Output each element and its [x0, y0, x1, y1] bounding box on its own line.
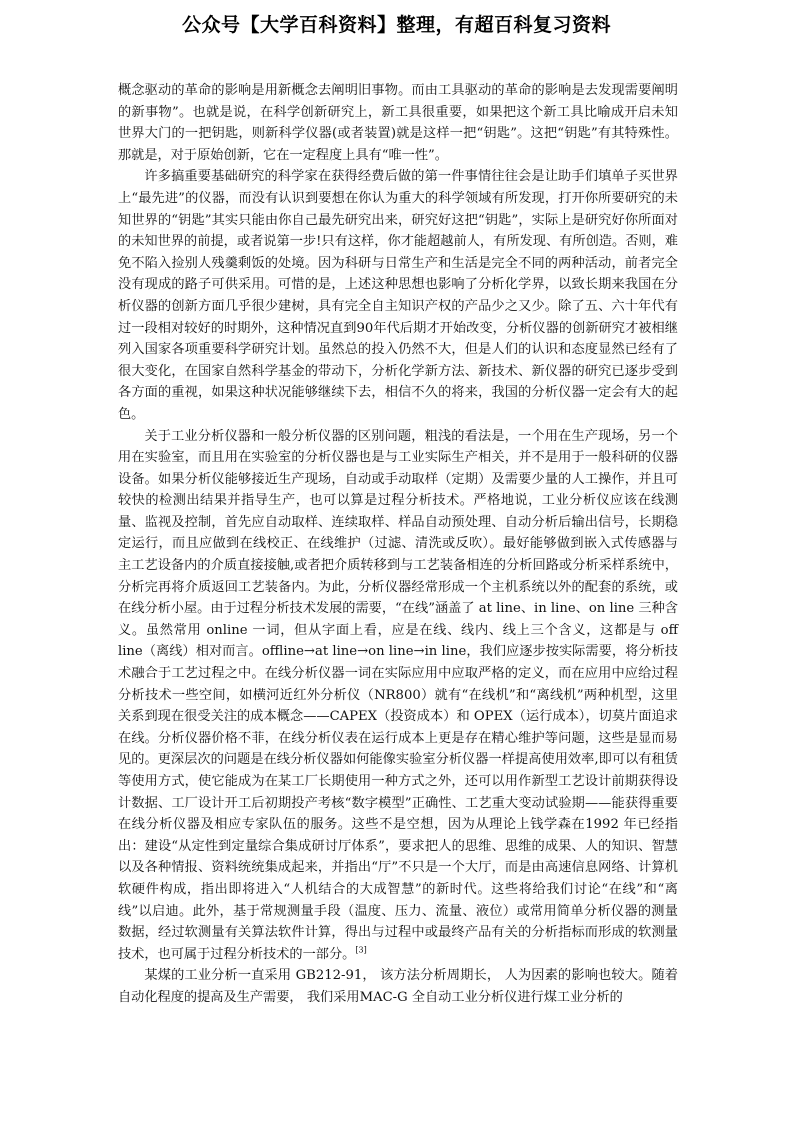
- page-header-title: 公众号【大学百科资料】整理，有超百科复习资料: [181, 14, 611, 36]
- document-body: [118, 80, 678, 1009]
- paragraph-3: [118, 426, 678, 966]
- paragraph-4: 某煤的工业分析一直采用 GB212-91， 该方法分析周期长， 人为因素的影响也较大。随着自动化程度的提高及生产需要， 我们采用MAC-G 全自动工业分析仪进行煤工业分析的: [118, 968, 678, 1005]
- paragraph-1: 概念驱动的革命的影响是用新概念去阐明旧事物。而由工具驱动的革命的影响是去发现需要阐明的新事物”。也就是说，在科学创新研究上，新工具很重要，如果把这个新工具比喻成开启未知世界大门的一把钥匙，则新科学仪器(或者装置)就是这样一把“钥匙”。这把“钥匙”有其特殊性。那就是，对于原始创新，它在一定程度上具有“唯一性”。: [118, 83, 678, 163]
- paragraph-2: 许多搞重要基础研究的科学家在获得经费后做的第一件事情往往会是让助手们填单子买世界上“最先进”的仪器，而没有认识到要想在你认为重大的科学领域有所发现，打开你所要研究的未知世界的“钥匙”其实只能由你自己最先研究出来，研究好这把“钥匙”，实际上是研究好你所面对的未知世界的前提，或者说第一步!只有这样，你才能超越前人，有所发现、有所创造。否则，难免不陷入捡别人残羹剩饭的处境。因为科研与日常生产和生活是完全不同的两种活动，前者完全没有现成的路子可供采用。可惜的是，上述这种思想也影响了分析化学界，以致长期来我国在分析仪器的创新方面几乎很少建树，具有完全自主知识产权的产品少之又少。除了五、六十年代有过一段相对较好的时期外，这种情况直到90年代后期才开始改变，分析仪器的创新研究才被相继列入国家各项重要科学研究计划。虽然总的投入仍然不大，但是人们的认识和态度显然已经有了很大变化，在国家自然科学基金的带动下，分析化学新方法、新技术、新仪器的研究已逐步受到各方面的重视，如果这种状况能够继续下去，相信不久的将来，我国的分析仪器一定会有大的起色。: [118, 169, 678, 422]
- citation-marker: [3]: [355, 945, 367, 955]
- paragraph-3-text: 关于工业分析仪器和一般分析仪器的区别问题，粗浅的看法是，一个用在生产现场，另一个用在实验室，而且用在实验室的分析仪器也是与工业实际生产相关，并不是用于一般科研的仪器设备。如果分析仪能够接近生产现场，自动或手动取样（定期）及需要少量的人工操作，并且可较快的检测出结果并指导生产，也可以算是过程分析技术。严格地说，工业分析仪应该在线测量、监视及控制，首先应自动取样、连续取样、样品自动预处理、自动分析后输出信号，长期稳定运行，而且应做到在线校正、在线维护（过滤、清洗或反吹）。最好能够做到嵌入式传感器与主工艺设备内的介质直接接触,或者把介质转移到与工艺装备相连的分析回路或分析采样系统中，分析完再将介质返回工艺装备内。为此，分析仪器经常形成一个主机系统以外的配套的系统，或在线分析小屋。由于过程分析技术发展的需要，“在线”涵盖了 at line、in line、on line 三种含义。虽然常用 online 一词，但从字面上看，应是在线、线内、线上三个含义，这都是与 off line（离线）相对而言。offline→at line→on line→in line，我们应逐步按实际需要，将分析技术融合于工艺过程之中。在线分析仪器一词在实际应用中应取严格的定义，而在应用中应给过程分析技术一些空间，如横河近红外分析仪（NR800）就有“在线机”和“离线机”两种机型，这里关系到现在很受关注的成本概念——CAPEX（投资成本）和 OPEX（运行成本），切莫片面追求在线。分析仪器价格不菲，在线分析仪表在运行成本上更是存在精心维护等问题，这些是显而易见的。更深层次的问题是在线分析仪器如何能像实验室分析仪器一样提高使用效率,即可以有租赁等使用方式，使它能成为在某工厂长期使用一种方式之外，还可以用作新型工艺设计前期获得设计数据、工厂设计开工后初期投产考核“数字模型”正确性、工艺重大变动试验期——能获得重要在线分析仪器及相应专家队伍的服务。这些不是空想，因为从理论上钱学森在1992 年已经指出：建设“从定性到定量综合集成研讨厅体系”，要求把人的思维、思维的成果、人的知识、智慧以及各种情报、资料统统集成起来，并指出“厅”不只是一个大厅，而是由高速信息网络、计算机软硬件构成，指出即将进入“人机结合的大成智慧”的新时代。这些将给我们讨论“在线”和“离线”以启迪。此外，基于常规测量手段（温度、压力、流量、液位）或常用简单分析仪器的测量数据，经过软测量有关算法软件计算，得出与过程中或最终产品有关的分析指标而形成的软测量技术，也可属于过程分析技术的一部分。: [118, 428, 678, 962]
